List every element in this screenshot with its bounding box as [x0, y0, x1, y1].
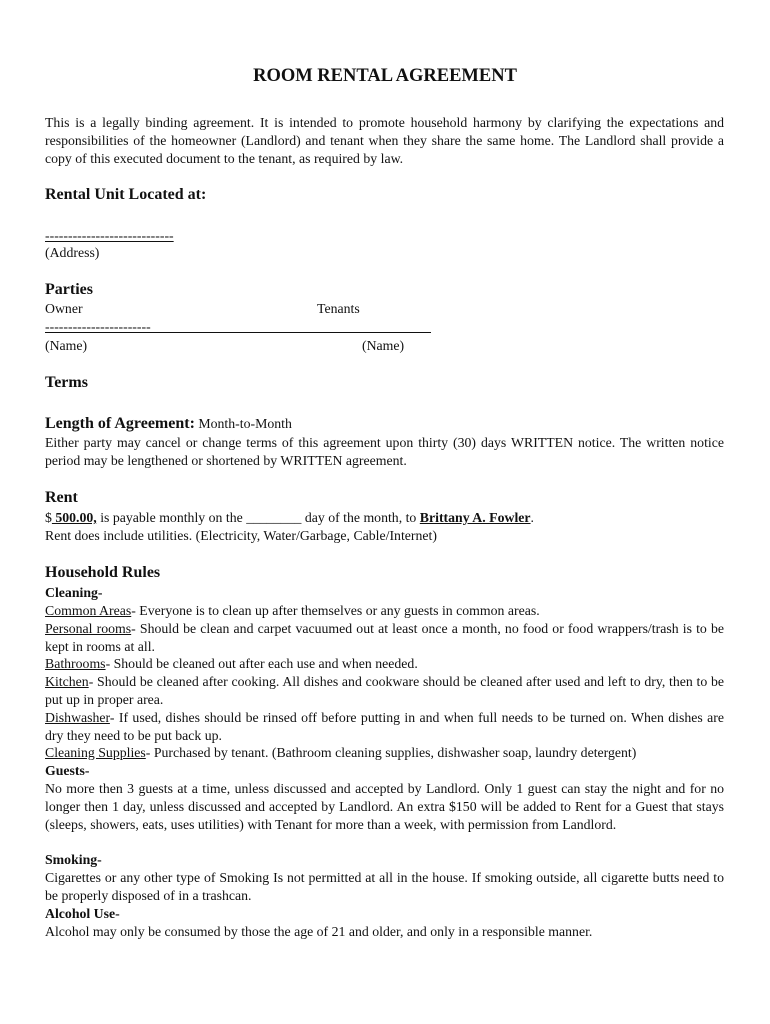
rule-label: Bathrooms: [45, 656, 106, 671]
household-rules-heading: Household Rules: [45, 564, 161, 581]
rule-kitchen: [45, 673, 724, 709]
rent-text: is payable monthly on the ________ day of the month, to: [96, 510, 420, 525]
smoking-text: Cigarettes or any other type of Smoking Is not permitted at all in the house. If smoking outside, all cigarette butts need to be properly disposed of in a trashcan.: [45, 870, 724, 903]
rent-utilities: Rent does include utilities. (Electricity, Water/Garbage, Cable/Internet): [45, 528, 437, 543]
guests-text: No more then 3 guests at a time, unless discussed and accepted by Landlord. Only 1 guest can stay the night and for no longer then 1 day, unless discussed and accepted by Landlord. An extra $150 will be added to Rent for a Guest that stays (sleeps, showers, eats, uses utilities) with Tenant for more than a week, with permission from Landlord.: [45, 781, 724, 832]
length-heading: Length of Agreement:: [45, 415, 195, 432]
rent-amount: 500.00,: [51, 510, 97, 525]
rule-bathrooms: [45, 655, 724, 673]
address-label: (Address): [45, 245, 100, 260]
intro-paragraph: This is a legally binding agreement. It is intended to promote household harmony by clarifying the expectations and responsibilities of the homeowner (Landlord) and tenant when they share the same home. The Landlord shall provide a copy of this executed document to the tenant, as required by law.: [45, 115, 724, 166]
address-line: ----------------------------: [45, 228, 174, 243]
rule-text: - Should be cleaned out after each use and when needed.: [105, 656, 418, 671]
tenant-signature-line: [45, 332, 431, 333]
rent-heading: Rent: [45, 489, 78, 506]
rule-label: Common Areas: [45, 603, 132, 618]
length-value: Month-to-Month: [194, 416, 292, 431]
rule-dishwasher: [45, 709, 724, 745]
rule-personal-rooms: [45, 620, 724, 656]
rent-period: .: [530, 510, 534, 525]
terms-heading: Terms: [45, 374, 88, 391]
rule-text: - If used, dishes should be rinsed off before putting in and when full needs to be turned on. When dishes are dry they need to be put back up.: [45, 710, 724, 743]
owner-label: Owner: [45, 301, 83, 316]
rental-unit-heading: Rental Unit Located at:: [45, 186, 207, 203]
rule-common-areas: [45, 602, 724, 620]
length-text: Either party may cancel or change terms of this agreement upon thirty (30) days WRITTEN notice. The written notice period may be lengthened or shortened by WRITTEN agreement.: [45, 435, 724, 468]
rent-currency: $: [45, 510, 52, 525]
rent-line: [45, 509, 534, 527]
rule-label: Dishwasher: [45, 710, 110, 725]
rule-text: - Should be cleaned after cooking. All dishes and cookware should be cleaned after used and left to dry, then to be put up in proper area.: [45, 674, 724, 707]
rule-label: Personal rooms: [45, 621, 132, 636]
parties-heading: Parties: [45, 281, 93, 298]
rule-label: Cleaning Supplies: [45, 745, 146, 760]
smoking-heading: Smoking-: [45, 852, 102, 867]
rule-text: - Everyone is to clean up after themselves or any guests in common areas.: [131, 603, 540, 618]
rule-text: - Purchased by tenant. (Bathroom cleaning supplies, dishwasher soap, laundry detergent): [145, 745, 637, 760]
owner-name-label: (Name): [45, 338, 88, 353]
owner-signature-line: -----------------------: [45, 319, 151, 334]
rule-label: Kitchen: [45, 674, 89, 689]
document-title: ROOM RENTAL AGREEMENT: [253, 66, 517, 86]
alcohol-heading: Alcohol Use-: [45, 906, 120, 921]
alcohol-text: Alcohol may only be consumed by those the age of 21 and older, and only in a responsible manner.: [45, 924, 593, 939]
rule-cleaning-supplies: [45, 744, 724, 762]
tenant-name-label: (Name): [362, 338, 405, 353]
rule-text: - Should be clean and carpet vacuumed out at least once a month, no food or food wrappers/trash is to be kept in rooms at all.: [45, 621, 724, 654]
length-line: [45, 415, 292, 433]
cleaning-heading: Cleaning-: [45, 585, 103, 600]
tenants-label: Tenants: [317, 301, 360, 316]
rent-payee: Brittany A. Fowler: [419, 510, 531, 525]
guests-heading: Guests-: [45, 763, 90, 778]
